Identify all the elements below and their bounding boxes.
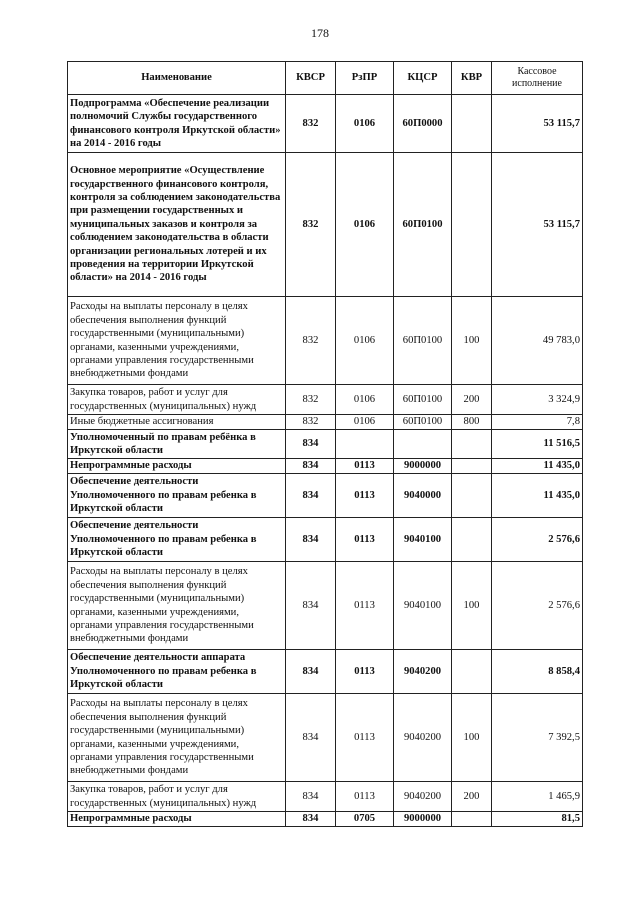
cell-name: Расходы на выплаты персоналу в целях обеспечения выполнения функций государственными (муниципальными) органами, казенными учреждениями, органами управления государственными внебюджетными фондами	[68, 694, 286, 782]
header-name: Наименование	[68, 62, 286, 95]
cell-kvr	[452, 153, 492, 297]
page-number: 178	[311, 26, 329, 40]
cell-amount: 2 576,6	[492, 518, 583, 562]
cell-kvr	[452, 812, 492, 827]
cell-kvsr: 832	[286, 415, 336, 430]
table-row	[68, 153, 583, 297]
cell-rzpr: 0106	[336, 297, 394, 385]
cell-name: Непрограммные расходы	[68, 812, 286, 827]
cell-name: Закупка товаров, работ и услуг для государственных (муниципальных) нужд	[68, 385, 286, 415]
cell-kvr	[452, 95, 492, 153]
cell-amount: 53 115,7	[492, 95, 583, 153]
cell-kvr: 800	[452, 415, 492, 430]
cell-rzpr: 0113	[336, 518, 394, 562]
cell-kcsr: 9040000	[394, 474, 452, 518]
cell-name: Расходы на выплаты персоналу в целях обеспечения выполнения функций государственными (муниципальными) органами, казенными учреждениями, органами управления государственными внебюджетными фондами	[68, 297, 286, 385]
budget-execution-table	[67, 61, 583, 827]
cell-amount: 7,8	[492, 415, 583, 430]
cell-rzpr: 0113	[336, 694, 394, 782]
header-execution: Кассовое исполнение	[492, 62, 583, 95]
table-row	[68, 562, 583, 650]
cell-amount: 1 465,9	[492, 782, 583, 812]
table-row	[68, 459, 583, 474]
cell-amount: 3 324,9	[492, 385, 583, 415]
table-row	[68, 430, 583, 459]
cell-name: Непрограммные расходы	[68, 459, 286, 474]
cell-kvsr: 834	[286, 430, 336, 459]
table-body	[68, 95, 583, 827]
cell-rzpr: 0705	[336, 812, 394, 827]
cell-kvsr: 834	[286, 812, 336, 827]
cell-kcsr: 60П0100	[394, 297, 452, 385]
table-row	[68, 694, 583, 782]
cell-kvr	[452, 459, 492, 474]
cell-rzpr: 0113	[336, 562, 394, 650]
cell-name: Закупка товаров, работ и услуг для государственных (муниципальных) нужд	[68, 782, 286, 812]
cell-amount: 8 858,4	[492, 650, 583, 694]
cell-kvsr: 834	[286, 562, 336, 650]
cell-amount: 11 435,0	[492, 459, 583, 474]
cell-amount: 53 115,7	[492, 153, 583, 297]
cell-kcsr: 9040100	[394, 518, 452, 562]
cell-kcsr: 9040200	[394, 694, 452, 782]
cell-kvsr: 832	[286, 385, 336, 415]
header-rzpr: РзПР	[336, 62, 394, 95]
cell-rzpr: 0106	[336, 153, 394, 297]
cell-kvr: 100	[452, 694, 492, 782]
table-row	[68, 95, 583, 153]
cell-kcsr: 9040200	[394, 782, 452, 812]
header-kcsr: КЦСР	[394, 62, 452, 95]
table-row	[68, 474, 583, 518]
cell-kvsr: 834	[286, 518, 336, 562]
cell-kvsr: 834	[286, 650, 336, 694]
cell-kcsr: 60П0000	[394, 95, 452, 153]
cell-rzpr: 0113	[336, 782, 394, 812]
cell-rzpr: 0113	[336, 474, 394, 518]
table-row	[68, 385, 583, 415]
cell-kvsr: 834	[286, 459, 336, 474]
cell-kcsr: 9000000	[394, 812, 452, 827]
cell-kcsr: 60П0100	[394, 153, 452, 297]
cell-kvr	[452, 430, 492, 459]
table-row	[68, 415, 583, 430]
cell-kvsr: 832	[286, 95, 336, 153]
cell-kcsr: 9040200	[394, 650, 452, 694]
cell-rzpr: 0113	[336, 459, 394, 474]
cell-name: Обеспечение деятельности Уполномоченного по правам ребенка в Иркутской области	[68, 474, 286, 518]
cell-kvsr: 834	[286, 474, 336, 518]
cell-amount: 49 783,0	[492, 297, 583, 385]
cell-rzpr: 0106	[336, 95, 394, 153]
table-row	[68, 812, 583, 827]
cell-name: Основное мероприятие «Осуществление государственного финансового контроля, контроля за соблюдением законодательства при размещении государственных и муниципальных заказов и контроля за соблюдением законодательства в области организации региональных лотерей и их проведения на территории Иркутской области» на 2014 - 2016 годы	[68, 153, 286, 297]
cell-name: Подпрограмма «Обеспечение реализации полномочий Службы государственного финансового контроля Иркутской области» на 2014 - 2016 годы	[68, 95, 286, 153]
cell-kvr	[452, 518, 492, 562]
cell-rzpr	[336, 430, 394, 459]
cell-name: Уполномоченный по правам ребёнка в Иркутской области	[68, 430, 286, 459]
cell-amount: 11 516,5	[492, 430, 583, 459]
cell-rzpr: 0113	[336, 650, 394, 694]
cell-amount: 2 576,6	[492, 562, 583, 650]
cell-kvr: 200	[452, 385, 492, 415]
cell-name: Обеспечение деятельности аппарата Уполномоченного по правам ребенка в Иркутской области	[68, 650, 286, 694]
cell-kcsr: 60П0100	[394, 385, 452, 415]
cell-kvsr: 832	[286, 153, 336, 297]
cell-kvr: 100	[452, 562, 492, 650]
cell-name: Расходы на выплаты персоналу в целях обеспечения выполнения функций государственными (муниципальными) органами, казенными учреждениями, органами управления государственными внебюджетными фондами	[68, 562, 286, 650]
table-header-row	[68, 62, 583, 95]
table-row	[68, 782, 583, 812]
cell-amount: 81,5	[492, 812, 583, 827]
cell-kcsr: 9000000	[394, 459, 452, 474]
table-row	[68, 518, 583, 562]
cell-kvr: 100	[452, 297, 492, 385]
cell-kcsr: 9040100	[394, 562, 452, 650]
cell-kvsr: 832	[286, 297, 336, 385]
cell-kvr: 200	[452, 782, 492, 812]
cell-kvsr: 834	[286, 694, 336, 782]
table-row	[68, 297, 583, 385]
header-kvsr: КВСР	[286, 62, 336, 95]
cell-name: Иные бюджетные ассигнования	[68, 415, 286, 430]
cell-kvsr: 834	[286, 782, 336, 812]
cell-kvr	[452, 650, 492, 694]
cell-kcsr: 60П0100	[394, 415, 452, 430]
table-row	[68, 650, 583, 694]
cell-amount: 7 392,5	[492, 694, 583, 782]
cell-kcsr	[394, 430, 452, 459]
cell-amount: 11 435,0	[492, 474, 583, 518]
cell-name: Обеспечение деятельности Уполномоченного по правам ребенка в Иркутской области	[68, 518, 286, 562]
cell-kvr	[452, 474, 492, 518]
cell-rzpr: 0106	[336, 415, 394, 430]
header-kvr: КВР	[452, 62, 492, 95]
cell-rzpr: 0106	[336, 385, 394, 415]
